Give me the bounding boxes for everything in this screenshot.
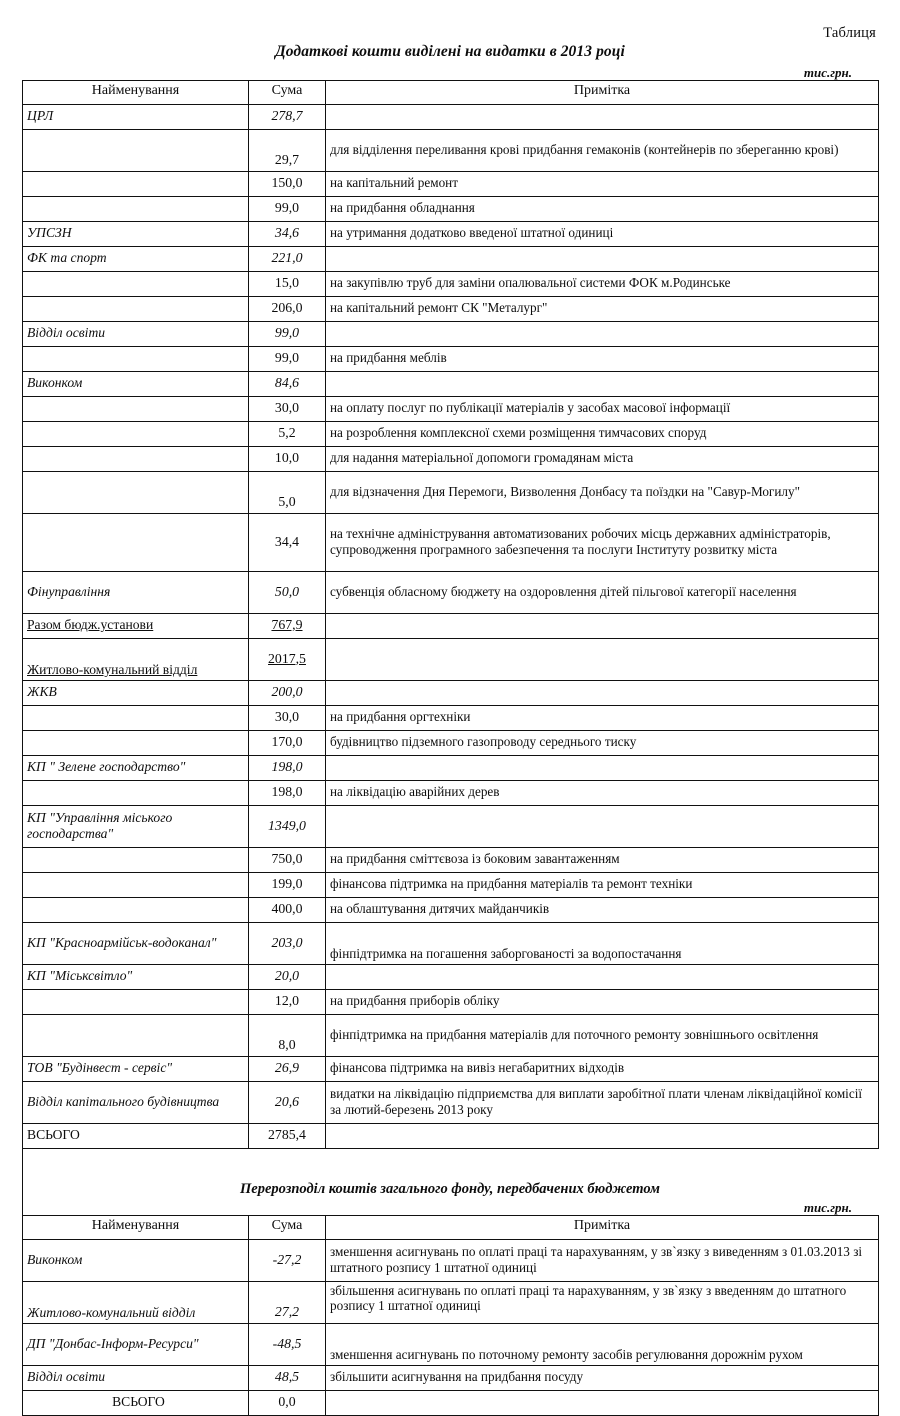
cell-note: субвенція обласному бюджету на оздоровлення дітей пільгової категорії населення [326,571,879,613]
table-row [23,421,879,446]
table-row [23,730,879,755]
cell-name [23,196,249,221]
cell-sum: 99,0 [249,196,326,221]
cell-name [23,471,249,513]
cell-name: Житлово-комунальний відділ [23,638,249,680]
table-row [23,296,879,321]
cell-note [326,321,879,346]
table-row [23,780,879,805]
table-row [23,847,879,872]
cell-name [23,847,249,872]
cell-name: КП "Красноармійськ-водоканал" [23,922,249,964]
table-row [23,1081,879,1123]
table-row [23,1056,879,1081]
cell-note [326,964,879,989]
table-row [23,680,879,705]
table-row [23,705,879,730]
table-row [23,196,879,221]
cell-sum: 20,0 [249,964,326,989]
table-row [23,571,879,613]
cell-sum: 1349,0 [249,805,326,847]
table-row [23,922,879,964]
cell-sum: -27,2 [249,1239,326,1281]
cell-note: на придбання обладнання [326,196,879,221]
cell-name [23,271,249,296]
table-row [23,613,879,638]
cell-note: для відзначення Дня Перемоги, Визволення Донбасу та поїздки на "Савур-Могилу" [326,471,879,513]
cell-sum: 50,0 [249,571,326,613]
cell-name [23,296,249,321]
cell-sum: 29,7 [249,129,326,171]
cell-name: Відділ освіти [23,1365,249,1390]
table-row [23,396,879,421]
cell-note: зменшення асигнувань по поточному ремонту засобів регулювання дорожнім рухом [326,1323,879,1365]
cell-name [23,513,249,571]
cell-sum: 206,0 [249,296,326,321]
cell-sum: 150,0 [249,171,326,196]
cell-sum: 99,0 [249,321,326,346]
cell-note [326,104,879,129]
table1-container [22,66,878,1149]
cell-sum: 221,0 [249,246,326,271]
table-row [23,246,879,271]
table2-container [22,1201,878,1416]
table-row [23,1390,879,1415]
cell-note [326,1390,879,1415]
cell-note: збільшити асигнування на придбання посуду [326,1365,879,1390]
cell-sum: 750,0 [249,847,326,872]
table-row [23,1014,879,1056]
table-row [23,221,879,246]
cell-name [23,1014,249,1056]
cell-sum: 15,0 [249,271,326,296]
cell-name: Разом бюдж.установи [23,613,249,638]
cell-sum: 34,4 [249,513,326,571]
col-header-name: Найменування [23,80,249,104]
cell-name [23,421,249,446]
cell-sum: 198,0 [249,780,326,805]
cell-note [326,246,879,271]
table-row [23,321,879,346]
cell-name: Фінуправління [23,571,249,613]
cell-note: на облаштування дитячих майданчиків [326,897,879,922]
cell-sum: 12,0 [249,989,326,1014]
cell-sum: 99,0 [249,346,326,371]
cell-sum: -48,5 [249,1323,326,1365]
cell-note: на закупівлю труб для заміни опалювальної системи ФОК м.Родинське [326,271,879,296]
cell-name: КП " Зелене господарство" [23,755,249,780]
table1-header [23,80,879,104]
cell-name: КП "Управління міського господарства" [23,805,249,847]
cell-sum: 20,6 [249,1081,326,1123]
units-label-2: тис.грн. [803,1200,852,1215]
cell-note [326,1123,879,1148]
cell-note: на придбання оргтехніки [326,705,879,730]
table-row [23,513,879,571]
table-row [23,271,879,296]
table-row [23,471,879,513]
cell-sum: 30,0 [249,396,326,421]
cell-sum: 767,9 [249,613,326,638]
cell-name [23,897,249,922]
table-row [23,897,879,922]
table-row [23,755,879,780]
cell-sum: 48,5 [249,1365,326,1390]
table-row [23,1239,879,1281]
cell-sum: 10,0 [249,446,326,471]
cell-name: Відділ капітального будівництва [23,1081,249,1123]
cell-note: зменшення асигнувань по оплаті праці та нарахуванням, у зв`язку з виведенням з 01.03.2013 зі штатного розпису 1 штатної одиниці [326,1239,879,1281]
cell-sum: 200,0 [249,680,326,705]
cell-name: ВСЬОГО [23,1123,249,1148]
col-header-name: Найменування [23,1215,249,1239]
table-row [23,1123,879,1148]
cell-note: на капітальний ремонт [326,171,879,196]
cell-note [326,755,879,780]
cell-name [23,989,249,1014]
cell-note [326,638,879,680]
cell-sum: 26,9 [249,1056,326,1081]
cell-name: Виконком [23,1239,249,1281]
cell-note: фінансова підтримка на придбання матеріалів та ремонт техніки [326,872,879,897]
cell-note: на ліквідацію аварійних дерев [326,780,879,805]
col-header-sum: Сума [249,1215,326,1239]
page-title: Додаткові кошти виділені на видатки в 2013 році [275,43,625,60]
cell-name [23,730,249,755]
table2-body [23,1239,879,1415]
cell-sum: 2785,4 [249,1123,326,1148]
table-row [23,805,879,847]
table-row [23,872,879,897]
cell-sum: 198,0 [249,755,326,780]
cell-note: фінпідтримка на погашення заборгованості за водопостачання [326,922,879,964]
cell-note: на придбання приборів обліку [326,989,879,1014]
cell-note: на утримання додатково введеної штатної одиниці [326,221,879,246]
cell-note [326,613,879,638]
units-label-1: тис.грн. [803,65,852,80]
cell-note: фінпідтримка на придбання матеріалів для поточного ремонту зовнішнього освітлення [326,1014,879,1056]
table2-header [23,1215,879,1239]
cell-note: на розроблення комплексної схеми розміщення тимчасових споруд [326,421,879,446]
col-header-note: Примітка [326,80,879,104]
col-header-note: Примітка [326,1215,879,1239]
cell-name: ЖКВ [23,680,249,705]
table-row [23,989,879,1014]
cell-note [326,805,879,847]
cell-note: на технічне адміністрування автоматизованих робочих місць державних адміністраторів, супроводження програмного забезпечення та послуги Інституту розвитку міста [326,513,879,571]
cell-name: ДП "Донбас-Інформ-Ресурси" [23,1323,249,1365]
table-row [23,446,879,471]
cell-sum: 170,0 [249,730,326,755]
cell-sum: 84,6 [249,371,326,396]
cell-note: видатки на ліквідацію підприємства для виплати заробітної плати членам ліквідаційної комісії за лютий-березень 2013 року [326,1081,879,1123]
cell-name: ФК та спорт [23,246,249,271]
cell-name: УПСЗН [23,221,249,246]
cell-sum: 2017,5 [249,638,326,680]
cell-note: збільшення асигнувань по оплаті праці та нарахуванням, у зв`язку з введенням до штатного розпису 1 штатної одиниці [326,1281,879,1323]
col-header-sum: Сума [249,80,326,104]
corner-label: Таблиця [823,25,876,41]
table-row [23,1281,879,1323]
cell-sum: 30,0 [249,705,326,730]
table-row [23,1365,879,1390]
cell-sum: 34,6 [249,221,326,246]
cell-name: Відділ освіти [23,321,249,346]
table-row [23,104,879,129]
cell-sum: 203,0 [249,922,326,964]
cell-sum: 27,2 [249,1281,326,1323]
cell-name [23,129,249,171]
cell-sum: 400,0 [249,897,326,922]
table1-body [23,104,879,1148]
cell-name: Житлово-комунальний відділ [23,1281,249,1323]
cell-name [23,872,249,897]
cell-sum: 278,7 [249,104,326,129]
table-row [23,1323,879,1365]
cell-name [23,171,249,196]
section2-title: Перерозподіл коштів загального фонду, передбачених бюджетом [239,1181,660,1197]
cell-name: ВСЬОГО [23,1390,249,1415]
cell-sum: 5,2 [249,421,326,446]
cell-note: на капітальний ремонт СК "Металург" [326,296,879,321]
cell-name [23,346,249,371]
cell-note: на придбання сміттєвоза із боковим завантаженням [326,847,879,872]
cell-sum: 199,0 [249,872,326,897]
cell-name: ЦРЛ [23,104,249,129]
cell-name [23,446,249,471]
table-row [23,171,879,196]
cell-name: Виконком [23,371,249,396]
cell-sum: 8,0 [249,1014,326,1056]
cell-name [23,705,249,730]
cell-note [326,371,879,396]
table-row [23,129,879,171]
cell-sum: 0,0 [249,1390,326,1415]
additional-funds-table [22,80,879,1149]
cell-sum: 5,0 [249,471,326,513]
cell-note: для відділення переливання крові придбання гемаконів (контейнерів по збереганню крові) [326,129,879,171]
table-row [23,346,879,371]
cell-note: фінансова підтримка на вивіз негабаритних відходів [326,1056,879,1081]
cell-note: для надання матеріальної допомоги громадянам міста [326,446,879,471]
cell-name [23,780,249,805]
table-row [23,371,879,396]
cell-note: будівництво підземного газопроводу середнього тиску [326,730,879,755]
table-row [23,638,879,680]
table-row [23,964,879,989]
redistribution-table [22,1215,879,1416]
cell-name [23,396,249,421]
cell-note [326,680,879,705]
cell-name: КП "Міськсвітло" [23,964,249,989]
cell-name: ТОВ "Будінвест - сервіс" [23,1056,249,1081]
cell-note: на придбання меблів [326,346,879,371]
cell-note: на оплату послуг по публікації матеріалів у засобах масової інформації [326,396,879,421]
